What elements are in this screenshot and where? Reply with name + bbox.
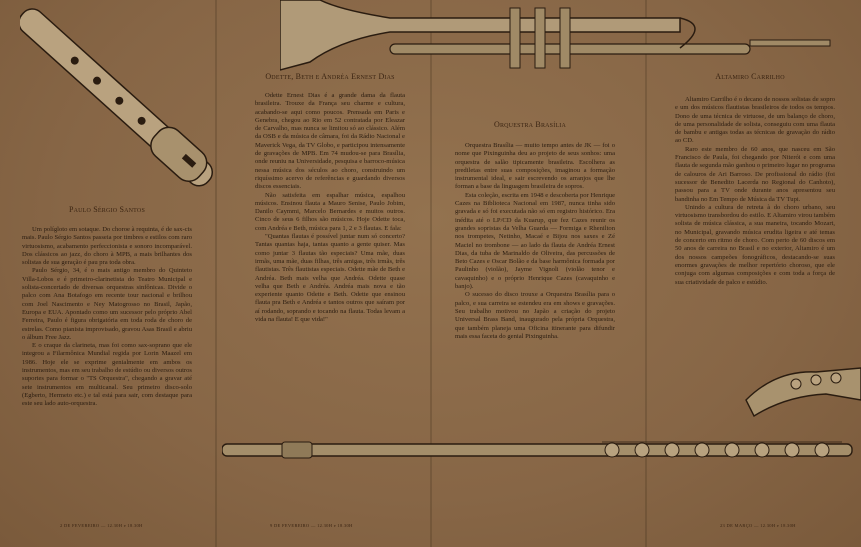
panel-date: 9 DE FEVEREIRO — 12.30H e 18.30H bbox=[270, 523, 353, 528]
panel-paragraph: Unindo a cultura de retreta à do choro urbano, seu virtuosismo transbordou do estilo. E Altamiro virou também solista de música clássica, a sua maneira, tocando Mozart, no Municipal, gravando música erudita ligeira e até temas de concerto em ritmo de choro. Com perto de 60 discos em 50 anos de carreira no Brasil e no exterior, Altamiro é um dos nossos campeões fonográficos, destacando-se suas enormes gravações de melhor repertório choroso, que ele conjuga com algumas composições e com toda a força de sua criatividade de palco e estúdio. bbox=[675, 203, 835, 286]
panel-heading: Odette, Beth e Andréa Ernest Dias bbox=[265, 72, 395, 81]
panel-paragraph: Orquestra Brasília — muito tempo antes de JK — foi o nome que Pixinguinha deu ao projeto de seus sonhos: uma orquestra de salão tipicamente brasileira. Escolhera as prediletas entre suas composições, imaginou a formação instrumental ideal, e sair escrevendo os arranjos que lhe forman a base da linguagem brasileira de sopros. bbox=[455, 142, 615, 191]
panel-paragraph: "Quantas flautas é possível juntar num só concerto? Tantas quantas haja, tantas quanto a gente quiser. Mas como juntar 3 flautas tão especiais? Uma mãe, duas irmãs, uma mãe, duas filhas, três amigas, três irmãs, três flautistas. Três flautistas especiais. Odette mãe de Beth e Andréa. Beth mais velha que Andréa. Odette quase velha que Beth e Andréa. Andréa mais nova e tão experiente quanto Odette e Beth. Odette que ensinou flauta pra Beth e Andréa e tantos outros que saíram por aí rodando, soprando e tocando na flauta. Todas levam a vida na flauta! E que vida!" bbox=[255, 233, 405, 324]
panel-paragraph: E o craque da clarineta, mas foi como sax-soprano que ele integrou a Filarmônica Mundial regida por Lorin Maazel em 1986. Hoje ele se exprime genialmente em ambos os instrumentos, mas em seu trabalho de estúdio ou diversos outros suportes para formar o "TS Orquestra", chegando a gravar até sete instrumentos em multicanal. Seu primeiro disco-solo (Egberto, Hermeto etc.) e tal está para sair, com destaque para este seu lado auto-orquestra. bbox=[22, 342, 192, 408]
panel-paragraph: Paulo Sérgio, 34, é o mais antigo membro do Quinteto Villa-Lobos e é primeiro-clarinetista do Teatro Municipal e solista-concertado de diversas orquestras sinfônicas. Divide o palco com Ana Botafogo em recente tour nacional e brilhou com Joel Nascimento e Ney Matogrosso no Brasil, Japão, Europa e EUA. Apontado como um sucessor pelo próprio Abel Ferreira, Paulo é figura obrigatória em toda roda de choro de estrelas. Como pianista improvisado, gravou Asas Brasil e abriu o álbum Free Jazz. bbox=[22, 267, 192, 341]
panel-body bbox=[255, 92, 405, 324]
recorder-icon bbox=[20, 0, 220, 200]
flute-icon bbox=[222, 432, 861, 468]
panel-body bbox=[675, 96, 835, 287]
panel-heading: Paulo Sérgio Santos bbox=[68, 205, 146, 214]
panel-paragraph: Esta coleção, escrita em 1948 e descoberta por Henrique Cazes na Biblioteca Nacional em 1987, nunca tinha sido gravada e só foi executada não só em registro histórico. Era inédita até o LP/CD da Kuarup, que fez Cazes reunir os grandes sopristas da Velha Guarda — Formiga e Rhenilton nos trompetes, Netinho, Macaé e Bijou nos saxes e Zé Maciel no trombone — ao lado da flauta de Andréa Ernest Dias, da tuba de Marinaldo de Oliveira, das percussões de Beto Cazes e Oscar Bolão e da base harmônica formada por Paulinho (violão), Jayme Vignoli (violão tenor e cavaquinho) e o próprio Henrique Cazes (cavaquinho e banjo). bbox=[455, 191, 615, 291]
panel-body bbox=[455, 142, 615, 341]
panel-paragraph: Um polígloto em sotaque. Do choroe à requinta, é de sax-cis mais. Paulo Sérgio Santos passeia por timbres e estilos com raro virtuosismo, acabamento perfeccionista e sonoro incomparável. Dos clássicos ao jazz, do choro à MPB, a mais brilhantes dos solistas de sua geração é pau pra toda obra. bbox=[22, 226, 192, 267]
panel-paragraph: Raro este membro de 60 anos, que nasceu em São Francisco de Paula, foi chegando por Niterói e com uma flauta de segunda mão ganhou o primeiro lugar no programa de calouros de Ari Barroso. De profissional do rádio (foi sucessor de Benedito Lacerda no Regional do Canhoto), passou para a TV onde durante anos apresentou seu bandinha no Em Tempo de Música da TV Tupi. bbox=[675, 145, 835, 203]
trumpet-icon bbox=[280, 0, 840, 80]
panel-paragraph: O sucesso do disco trouxe a Orquestra Brasília para o palco, e sua carreira se estendeu era em shows e gravações. Seu trabalho motivou no Japão a criação do projeto Universal Brass Band, inaugurado pela própria Orquestra, que também planeja uma Oficina itinerante para difundir mais essa faceta do genial Pixinguinha. bbox=[455, 291, 615, 340]
saxophone-icon bbox=[736, 360, 861, 430]
panel-paragraph: Altamiro Carrilho é o decano de nossos solistas de sopro e um dos músicos flautistas brasileiros de todos os tempos. Dono de uma técnica de virtuose, de um balanço de choro, de uma personalidade de solista, conseguiu com uma flauta de bambu e antigas todas as técnicas de gravação do rádio ao CD. bbox=[675, 96, 835, 145]
panel-date: 23 DE MARÇO — 12.30H e 18.30H bbox=[720, 523, 796, 528]
panel-paragraph: Odette Ernest Dias é a grande dama da flauta brasileira. Trouxe da França seu charme e cultura, acabando-se aqui como poucos. Prensada em Paris e Genebra, chegou ao Rio em 52 contratada por Eleazar de Carvalho, mas nunca se limitou só ao clássico. Além da OSB e da música de câmara, foi da Rádio Nacional e Maverick Vega, da TV Globo, e participou intensamente de gravações de MPB. Em 74 mudou-se para Brasília, onde reuniu na Universidade, pesquisa e barroco-música nessa música dos séculos ao choro, construindo um riquíssimo acervo de referências e guardando diversos discos essenciais. bbox=[255, 92, 405, 191]
panel-body bbox=[22, 226, 192, 409]
panel-heading: Altamiro Carrilho bbox=[715, 72, 785, 81]
panel-date: 2 DE FEVEREIRO — 12.30H e 18.30H bbox=[60, 523, 143, 528]
panel-heading: Orquestra Brasília bbox=[493, 120, 567, 129]
panel-paragraph: Não satisfeita em espalhar música, espalhou músicos. Ensinou flauta a Mauro Senise, Paulo Jobim, Danilo Caymmi, Marcelo Bernardes e muitos outros. Cinco de seus 6 filhos são músicos. Hoje Odette toca, com Andréa e Beth, música para 1, 2 e 3 flautas. E fala: bbox=[255, 191, 405, 232]
